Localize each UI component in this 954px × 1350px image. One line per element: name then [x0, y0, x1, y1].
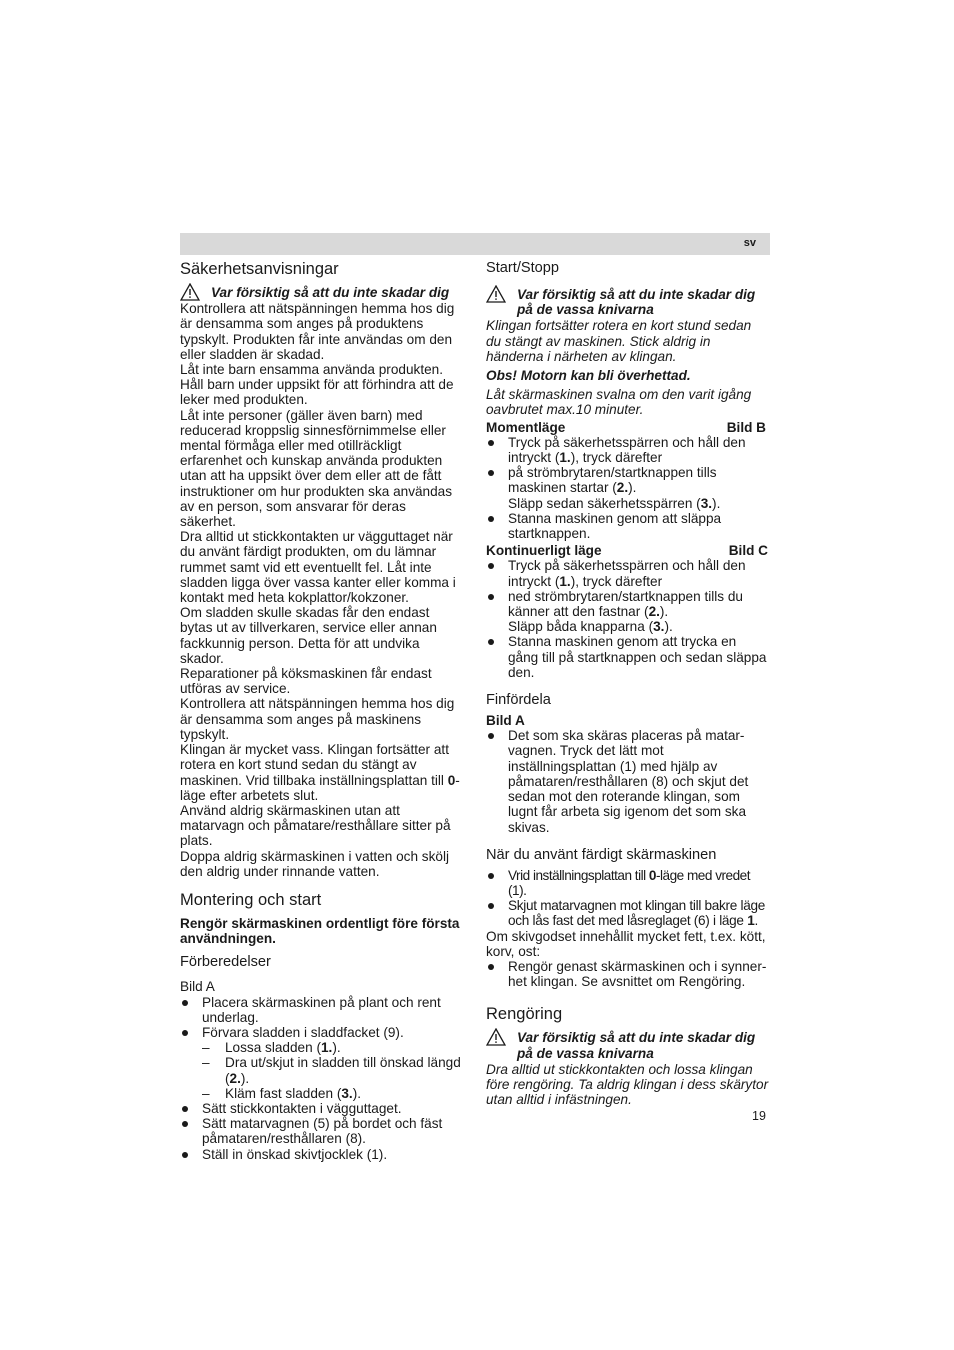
after-use-list-2 [486, 959, 770, 989]
list-item: Tryck på säkerhetsspärren och håll den intryckt (1.), tryck därefter [486, 558, 770, 588]
safety-paragraph: Låt inte barn ensamma använda produkten. Håll barn under uppsikt för att förhindra att de leker med produkten. [180, 362, 454, 408]
list-item: – Dra ut/skjut in sladden till önskad längd (2.). [202, 1055, 465, 1085]
assembly-intro: Rengör skärmaskinen ordentligt före första användningen. [180, 915, 460, 947]
right-column [486, 256, 770, 1107]
cleaning-warning-text: Var försiktig så att du inte skadar dig på de vassa knivarna [517, 1030, 756, 1061]
cleaning-title: Rengöring [486, 1005, 563, 1024]
slicing-title: Finfördela [486, 692, 551, 709]
list-item: Vrid inställningsplattan till 0-läge med vredet (1). [486, 868, 770, 898]
momentary-heading [486, 420, 770, 435]
language-code: sv [743, 237, 756, 249]
list-item: Förvara sladden i sladdfacket (9). – Lossa sladden (1.). – Dra ut/skjut in sladden till önskad längd (2.). – Kläm fast sladden (3.). [180, 1025, 465, 1101]
preparation-title: Förberedelser [180, 954, 271, 971]
cord-sublist [202, 1040, 465, 1101]
warning-triangle-icon [486, 1028, 506, 1046]
list-item: Tryck på säkerhetsspärren och håll den intryckt (1.), tryck därefter [486, 435, 770, 465]
list-item: Stanna maskinen genom att släppa startknappen. [486, 511, 770, 541]
start-warning [486, 287, 770, 317]
safety-paragraph: Klingan är mycket vass. Klingan fortsätter att rotera en kort stund sedan du stängt av maskinen. Vrid tillbaka inställningsplattan till 0-läge efter arbetets slut. [180, 742, 460, 803]
list-item: Sätt stickkontakten i vägguttaget. [180, 1101, 465, 1116]
list-item: Skjut matarvagnen mot klingan till bakre läge och lås fast det med låsreglaget (6) i läge 1. [486, 898, 770, 928]
momentary-list [486, 435, 770, 541]
page-number: 19 [752, 1109, 766, 1123]
list-item: Rengör genast skärmaskinen och i synner-het klingan. Se avsnittet om Rengöring. [486, 959, 770, 989]
list-item: Placera skärmaskinen på plant och rent underlag. [180, 995, 465, 1025]
list-item: Ställ in önskad skivtjocklek (1). [180, 1147, 465, 1162]
list-item: ned strömbrytaren/startknappen tills du känner att den fastnar (2.). Släpp båda knapparna (3.). [486, 589, 770, 635]
safety-paragraph: Dra alltid ut stickkontakten ur vägguttaget när du använt färdigt produkten, om du lämnar rummet samt vid ett eventuellt fel. Låt inte sladden ligga över vassa kanter eller komma i kontakt med heta kokplattor/kokzoner. [180, 529, 456, 606]
grease-note: Om skivgodset innehållit mycket fett, t.ex. kött, korv, ost: [486, 928, 766, 959]
preparation-list [180, 995, 465, 1162]
list-item: på strömbrytaren/startknappen tills maskinen startar (2.). Släpp sedan säkerhetsspärren (3.). [486, 465, 770, 511]
figure-label: Bild B [726, 419, 766, 435]
warning-triangle-icon [180, 283, 200, 301]
assembly-title: Montering och start [180, 890, 322, 909]
continuous-label: Kontinuerligt läge [486, 543, 602, 559]
figure-label: Bild A [180, 979, 215, 995]
after-use-title: När du använt färdigt skärmaskinen [486, 846, 717, 863]
safety-title: Säkerhetsanvisningar [180, 260, 339, 278]
header-bar [180, 233, 770, 255]
safety-warning-text: Var försiktig så att du inte skadar dig [211, 285, 450, 300]
safety-paragraph: Doppa aldrig skärmaskinen i vatten och skölj den aldrig under rinnande vatten. [180, 848, 449, 879]
safety-paragraph: Reparationer på köksmaskinen får endast utföras av service. [180, 666, 432, 697]
cooldown-note: Låt skärmaskinen svalna om den varit igång oavbrutet max.10 minuter. [486, 387, 752, 418]
cleaning-note: Dra alltid ut stickkontakten och lossa klingan före rengöring. Ta aldrig klingan i dess skärytor utan alltid i infästningen. [486, 1061, 769, 1108]
overheat-note: Obs! Motorn kan bli överhettad. [486, 368, 691, 384]
safety-paragraph: Kontrollera att nätspänningen hemma hos dig är densamma som anges på produktens typskylt. Produkten får inte användas om den eller sladden är skadad. [180, 301, 455, 362]
safety-warning [180, 285, 465, 300]
left-column [180, 256, 465, 1162]
start-note: Klingan fortsätter rotera en kort stund sedan du stängt av maskinen. Stick aldrig in händerna i närheten av klingan. [486, 318, 752, 364]
start-warning-text: Var försiktig så att du inte skadar dig på de vassa knivarna [517, 287, 756, 318]
after-use-list [486, 868, 770, 929]
continuous-heading [486, 543, 770, 558]
list-item: Det som ska skäras placeras på matar-vagnen. Tryck det lätt mot inställningsplattan (1) med hjälp av påmataren/resthållaren (8) och skjut det sedan mot den roterande klingan, som lugnt får arbeta sig igenom det som ska skivas. [486, 728, 770, 834]
safety-paragraph: Låt inte personer (gäller även barn) med reducerad kroppslig sinnesförnimmelse eller mental förmåga eller med otillräckligt erfarenhet och kunskap använda produkten utan att ha uppsikt över dem eller att de fått instruktioner om hur produkten ska användas av en person, som ansvarar för deras säkerhet. [180, 407, 453, 530]
zero-setting: 0 [447, 772, 456, 788]
list-item: – Kläm fast sladden (3.). [202, 1086, 465, 1101]
slicing-list [486, 728, 770, 834]
figure-label: Bild A [486, 713, 525, 729]
safety-paragraph: Använd aldrig skärmaskinen utan att matarvagn och påmatare/resthållare sitter på plats. [180, 802, 451, 849]
list-item: Sätt matarvagnen (5) på bordet och fäst påmataren/resthållaren (8). [180, 1116, 465, 1146]
cleaning-warning [486, 1030, 770, 1060]
momentary-label: Momentläge [486, 419, 566, 435]
figure-label: Bild C [728, 543, 768, 559]
list-item: Stanna maskinen genom att trycka en gång till på startknappen och sedan släppa den. [486, 634, 770, 680]
start-stop-title: Start/Stopp [486, 260, 560, 276]
list-item: – Lossa sladden (1.). [202, 1040, 465, 1055]
continuous-list [486, 558, 770, 680]
warning-triangle-icon [486, 285, 506, 303]
safety-paragraph: Om sladden skulle skadas får den endast bytas ut av tillverkaren, service eller annan fackkunnig person. Detta för att undvika skador. [180, 605, 437, 666]
safety-paragraph: Kontrollera att nätspänningen hemma hos dig är densamma som anges på maskinens typskylt. [180, 696, 455, 742]
